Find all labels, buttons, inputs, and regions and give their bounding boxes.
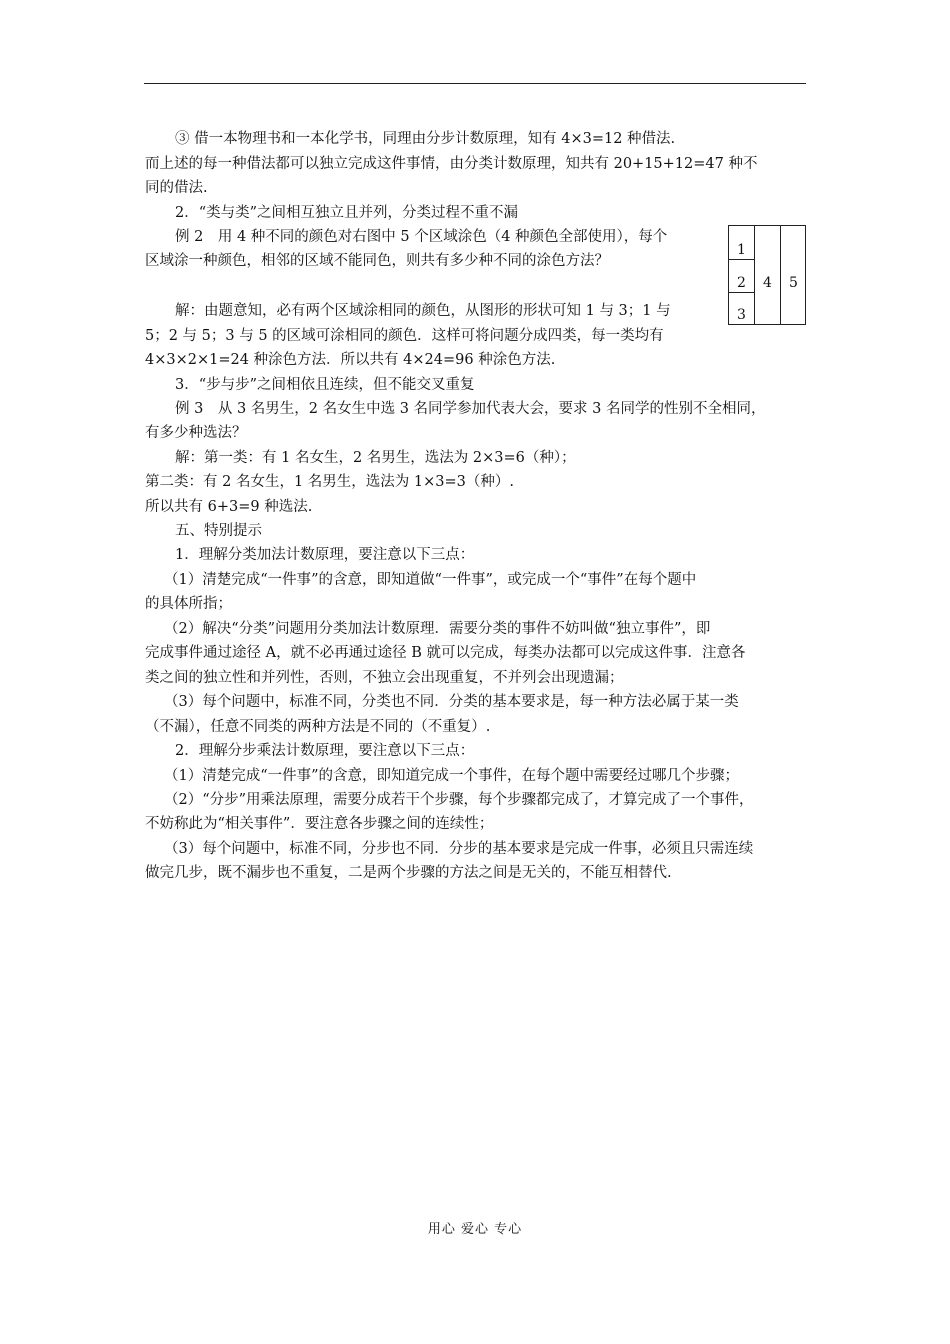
paragraph-line: 而上述的每一种借法都可以独立完成这件事情，由分类计数原理，知共有 20+15+12=47 种不	[145, 156, 758, 172]
list-item-line: 的具体所指；	[145, 596, 232, 612]
solution-line: 第二类：有 2 名女生，1 名男生，选法为 1×3=3（种）.	[145, 474, 514, 490]
example-line: 例 2 用 4 种不同的颜色对右图中 5 个区域涂色（4 种颜色全部使用），每个	[175, 229, 668, 245]
list-item-line: （不漏），任意不同类的两种方法是不同的（不重复）.	[145, 719, 491, 735]
section-heading: 3．“步与步”之间相依且连续，但不能交叉重复	[175, 377, 475, 393]
example-line: 区域涂一种颜色，相邻的区域不能同色，则共有多少种不同的涂色方法？	[145, 253, 609, 269]
solution-line: 解：第一类：有 1 名女生，2 名男生，选法为 2×3=6（种）；	[175, 450, 576, 466]
section-heading: 2．“类与类”之间相互独立且并列，分类过程不重不漏	[175, 205, 519, 221]
list-item-line: （2）“分步”用乘法原理，需要分成若干个步骤，每个步骤都完成了，才算完成了一个事件，	[164, 792, 754, 808]
subsection-heading: 1．理解分类加法计数原理，要注意以下三点：	[175, 547, 475, 563]
page-footer: 用心 爱心 专心	[427, 1222, 523, 1237]
example-line: 有多少种选法？	[145, 425, 247, 441]
example-line: 例 3 从 3 名男生，2 名女生中选 3 名同学参加代表大会，要求 3 名同学的性别不全相同，	[175, 401, 766, 417]
list-item-line: （3）每个问题中，标准不同，分类也不同．分类的基本要求是，每一种方法必属于某一类	[164, 694, 739, 710]
list-item-line: （1）清楚完成“一件事”的含意，即知道完成一个事件，在每个题中需要经过哪几个步骤；	[164, 768, 740, 784]
list-item-line: （2）解决“分类”问题用分类加法计数原理．需要分类的事件不妨叫做“独立事件”，即	[164, 621, 711, 637]
paragraph-line: 同的借法.	[145, 180, 208, 196]
solution-line: 解：由题意知，必有两个区域涂相同的颜色，从图形的形状可知 1 与 3；1 与	[175, 303, 671, 319]
list-item-line: 完成事件通过途径 A，就不必再通过途径 B 就可以完成，每类办法都可以完成这件事．注意各	[145, 645, 746, 661]
solution-line: 4×3×2×1=24 种涂色方法．所以共有 4×24=96 种涂色方法.	[145, 352, 556, 368]
header-rule	[144, 83, 806, 84]
region-3-label: 3	[737, 307, 746, 323]
solution-line: 所以共有 6+3=9 种选法.	[145, 499, 313, 515]
paragraph-line: ③ 借一本物理书和一本化学书，同理由分步计数原理，知有 4×3=12 种借法.	[175, 131, 676, 147]
list-item-line: （1）清楚完成“一件事”的含意，即知道做“一件事”，或完成一个“事件”在每个题中	[164, 572, 697, 588]
region-coloring-figure	[728, 225, 806, 325]
region-5-label: 5	[789, 275, 798, 291]
solution-line: 5；2 与 5；3 与 5 的区域可涂相同的颜色．这样可将问题分成四类，每一类均有	[145, 328, 664, 344]
list-item-line: （3）每个问题中，标准不同，分步也不同．分步的基本要求是完成一件事，必须且只需连续	[164, 841, 754, 857]
section-heading: 五、特别提示	[175, 523, 262, 539]
list-item-line: 做完几步，既不漏步也不重复，二是两个步骤的方法之间是无关的，不能互相替代.	[145, 865, 672, 881]
list-item-line: 不妨称此为“相关事件”．要注意各步骤之间的连续性；	[145, 816, 494, 832]
region-4-label: 4	[763, 275, 772, 291]
region-1-label: 1	[737, 242, 746, 258]
list-item-line: 类之间的独立性和并列性，否则，不独立会出现重复，不并列会出现遗漏；	[145, 670, 624, 686]
region-2-label: 2	[737, 275, 746, 291]
subsection-heading: 2．理解分步乘法计数原理，要注意以下三点：	[175, 743, 475, 759]
